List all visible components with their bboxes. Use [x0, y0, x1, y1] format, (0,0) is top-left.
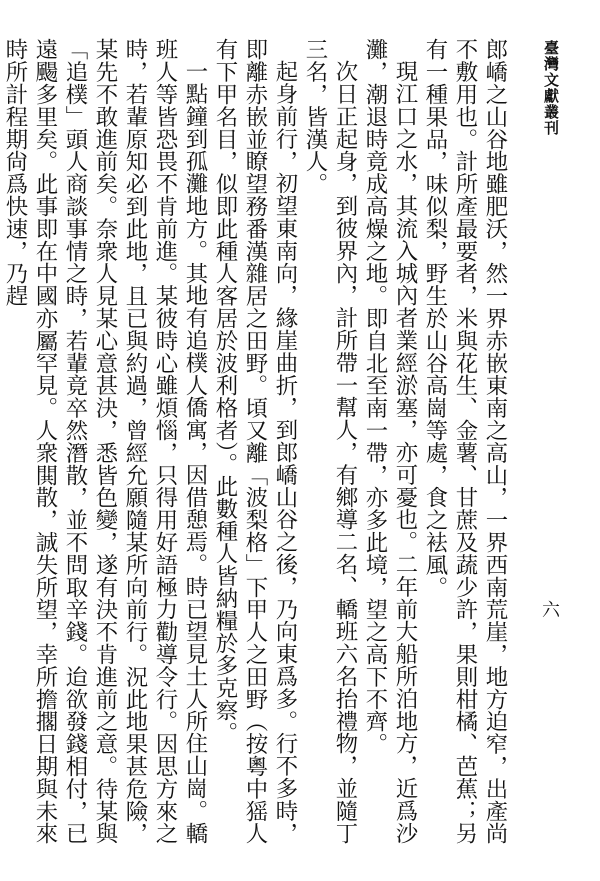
paragraph: 起身前行，初望東南向，緣崖曲折，到郎嶠山谷之後，乃向東爲多。行不多時，即離赤嵌並瞭望務番漢雜居之田野。頃又離「波梨格」下甲人之田野（按粵中猺人有下甲名目，似即此種人客居於波利格者）。此數種人皆納糧於多克察。: [212, 38, 298, 845]
paragraph: 一點鐘到孤灘地方。其地有追樸人僑寓，因借憩焉。時已望見土人所住山崗。轎班人等皆恐畏不肯前進。某彼時心雖煩惱，只得用好語極力勸導令行。因思方來之時，若輩原知必到此地，且已與約過，曾經允願隨某所向前行。況此地果甚危險，某先不敢進前矣。奈衆人見某心意甚決，悉皆色變，遂有決不肯進前之意。待某與「追樸」頭人商談事情之時，若輩竟卒然潛散，並不問取辛錢。迨欲發錢相付，已遠颺多里矣。此事即在中國亦屬罕見。人衆閧散，誠失所望，幸所擔擱日期與未來時所計程期尙爲快速，乃趕: [2, 38, 208, 845]
page-number: 六: [539, 600, 560, 618]
paragraph: 現江口之水，其流入城內者業經淤塞，亦可憂也。二年前大船所泊地方，近爲沙灘，潮退時竟成高燥之地。即自北至南一帶，亦多此境，望之高下不齊。: [362, 38, 418, 845]
paragraph: 郎嶠之山谷地雖肥沃，然一界赤嵌東南之高山，一界西南荒崖，地方迫窄，出產尚不敷用也。計所產最要者，米與花生、金薯、甘蔗及蔬少許，果則柑橘、芭蕉；另有一種果品，味似梨，野生於山谷高崗等處，食之袪風。: [422, 38, 508, 845]
paragraph: 次日正起身，到彼界內，計所帶一幫人，有鄉導二名、轎班六名抬禮物，並隨丁三名，皆漢人。: [302, 38, 358, 845]
running-header-title: 臺灣文獻叢刊: [542, 40, 560, 136]
body-text: [2, 38, 510, 853]
